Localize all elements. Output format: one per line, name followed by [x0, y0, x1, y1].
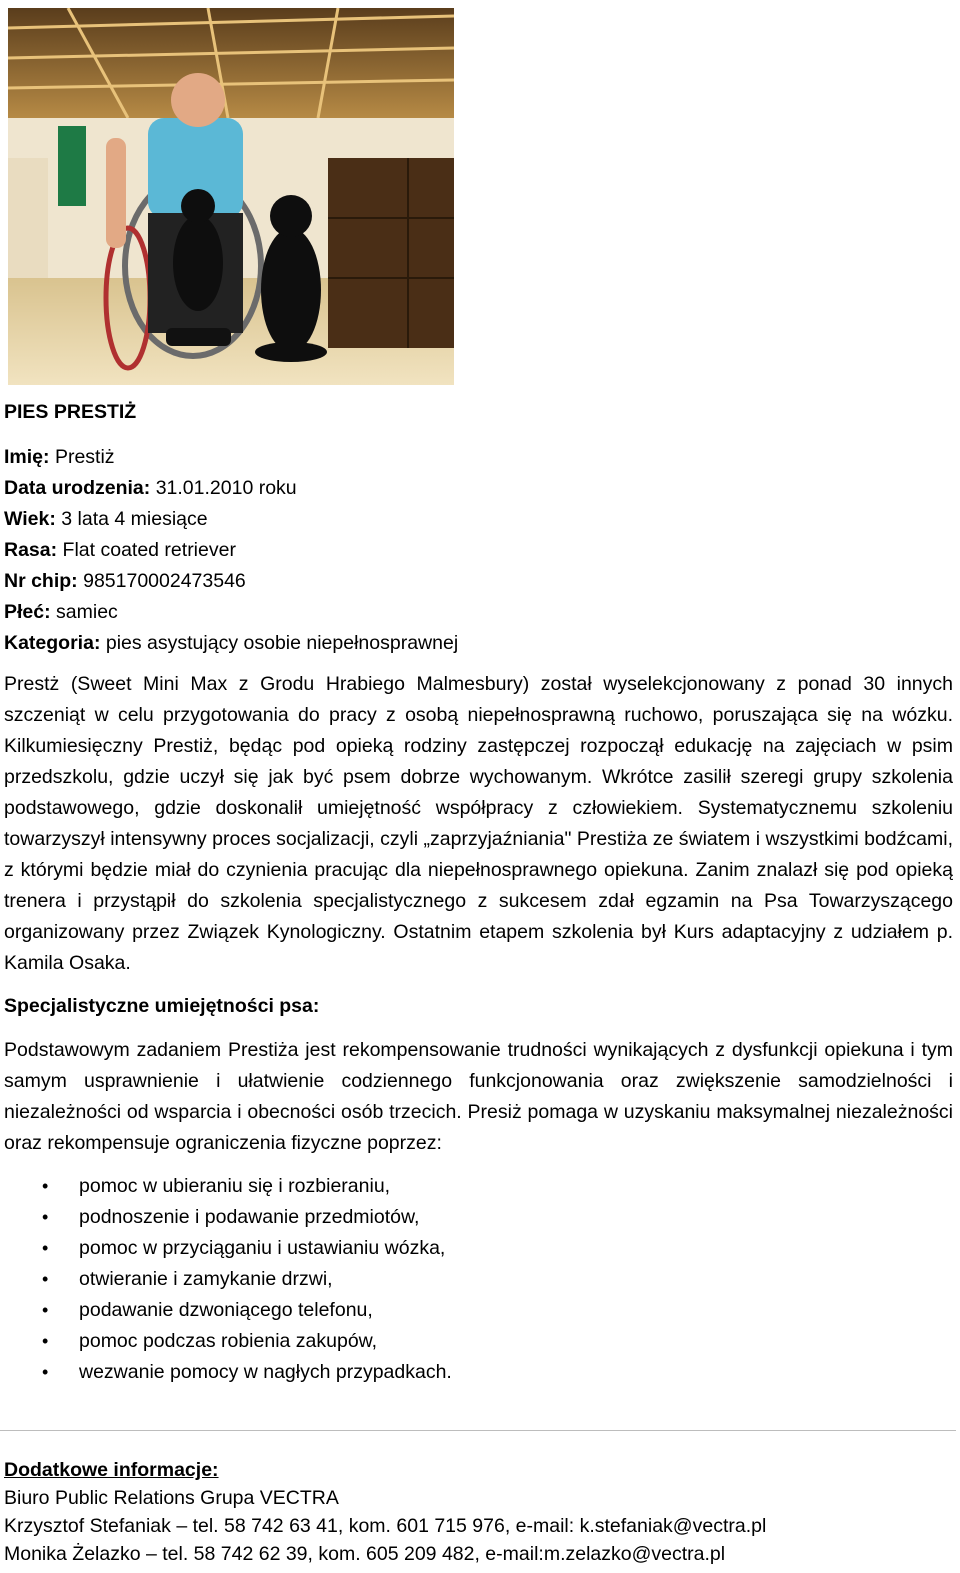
additional-info-heading: Dodatkowe informacje: — [4, 1459, 219, 1481]
dog-facts — [4, 442, 944, 659]
fact-label: Nr chip: — [4, 570, 78, 592]
list-item-text: otwieranie i zamykanie drzwi, — [79, 1268, 333, 1290]
list-item — [0, 1326, 900, 1357]
list-item — [0, 1264, 900, 1295]
list-item — [0, 1357, 900, 1388]
list-item — [0, 1295, 900, 1326]
fact-breed — [4, 535, 944, 566]
fact-category — [4, 628, 944, 659]
dog-photo — [8, 8, 454, 385]
list-item-text: pomoc w przyciąganiu i ustawianiu wózka, — [79, 1237, 446, 1259]
additional-info — [4, 1456, 954, 1568]
bullet-icon: • — [42, 1207, 49, 1227]
contact-line: Krzysztof Stefaniak – tel. 58 742 63 41, kom. 601 715 976, e-mail: k.stefaniak@vectra.pl — [4, 1515, 767, 1537]
fact-value: Prestiż — [54, 446, 115, 468]
fact-chip — [4, 566, 944, 597]
divider — [0, 1430, 956, 1431]
fact-label: Kategoria: — [4, 632, 101, 654]
photo-man-wheelchair-two-dogs-icon — [8, 8, 454, 385]
fact-age — [4, 504, 944, 535]
fact-label: Rasa: — [4, 539, 58, 561]
fact-value: Flat coated retriever — [62, 539, 236, 561]
list-item — [0, 1202, 900, 1233]
fact-value: 31.01.2010 roku — [155, 477, 297, 499]
fact-label: Wiek: — [4, 508, 56, 530]
list-item-text: pomoc w ubieraniu się i rozbieraniu, — [79, 1175, 391, 1197]
list-item — [0, 1233, 900, 1264]
list-item-text: pomoc podczas robienia zakupów, — [79, 1330, 378, 1352]
fact-label: Płeć: — [4, 601, 51, 623]
fact-value: 3 lata 4 miesiące — [61, 508, 208, 530]
list-item-text: podawanie dzwoniącego telefonu, — [79, 1299, 373, 1321]
bullet-icon: • — [42, 1176, 49, 1196]
list-item-text: podnoszenie i podawanie przedmiotów, — [79, 1206, 420, 1228]
bullet-icon: • — [42, 1362, 49, 1382]
fact-label: Data urodzenia: — [4, 477, 151, 499]
page-title: PIES PRESTIŻ — [4, 401, 137, 423]
intro-paragraph: Prestż (Sweet Mini Max z Grodu Hrabiego Malmesbury) został wyselekcjonowany z ponad 30 innych szczeniąt w celu przygotowania do pracy z osobą niepełnosprawną ruchowo, poruszająca się na wózku. Kilkumiesięczny Prestiż, będąc pod opieką rodziny zastępczej rozpoczął edukację na zajęciach w psim przedszkolu, gdzie uczył się jak być psem dobrze wychowanym. Wkrótce zasilił szeregi grupy szkolenia podstawowego, gdzie doskonalił umiejętność współpracy z człowiekiem. Systematycznemu szkoleniu towarzyszył intensywny proces socjalizacji, czyli „zaprzyjaźniania" Prestiża ze światem i wszystkimi bodźcami, z którymi będzie miał do czynienia pracując dla niepełnosprawnego opiekuna. Zanim znalazł się pod opieką trenera i przystąpił do szkolenia specjalistycznego z sukcesem zdał egzamin na Psa Towarzyszącego organizowany przez Związek Kynologiczny. Ostatnim etapem szkolenia był Kurs adaptacyjny z udziałem p. Kamila Osaka. — [4, 673, 953, 974]
contact-line: Monika Żelazko – tel. 58 742 62 39, kom. 605 209 482, e-mail:m.zelazko@vectra.pl — [4, 1543, 726, 1565]
fact-label: Imię: — [4, 446, 50, 468]
list-item-text: wezwanie pomocy w nagłych przypadkach. — [79, 1361, 452, 1383]
list-item — [0, 1171, 900, 1202]
bullet-icon: • — [42, 1269, 49, 1289]
skills-heading: Specjalistyczne umiejętności psa: — [4, 995, 320, 1017]
bullet-icon: • — [42, 1331, 49, 1351]
fact-birth-date — [4, 473, 944, 504]
fact-sex — [4, 597, 944, 628]
fact-value: 985170002473546 — [83, 570, 246, 592]
fact-name — [4, 442, 944, 473]
fact-value: samiec — [56, 601, 118, 623]
skills-list — [0, 1171, 900, 1388]
fact-value: pies asystujący osobie niepełnosprawnej — [105, 632, 459, 654]
skills-intro-paragraph: Podstawowym zadaniem Prestiża jest rekompensowanie trudności wynikających z dysfunkcji opiekuna i tym samym usprawnienie i ułatwienie codziennego funkcjonowania oraz zwiększenie samodzielności i niezależności od wsparcia i obecności osób trzecich. Presiż pomaga w uzyskaniu maksymalnej niezależności oraz rekompensuje ograniczenia fizyczne poprzez: — [4, 1039, 953, 1154]
pr-office-line: Biuro Public Relations Grupa VECTRA — [4, 1487, 339, 1509]
bullet-icon: • — [42, 1238, 49, 1258]
bullet-icon: • — [42, 1300, 49, 1320]
